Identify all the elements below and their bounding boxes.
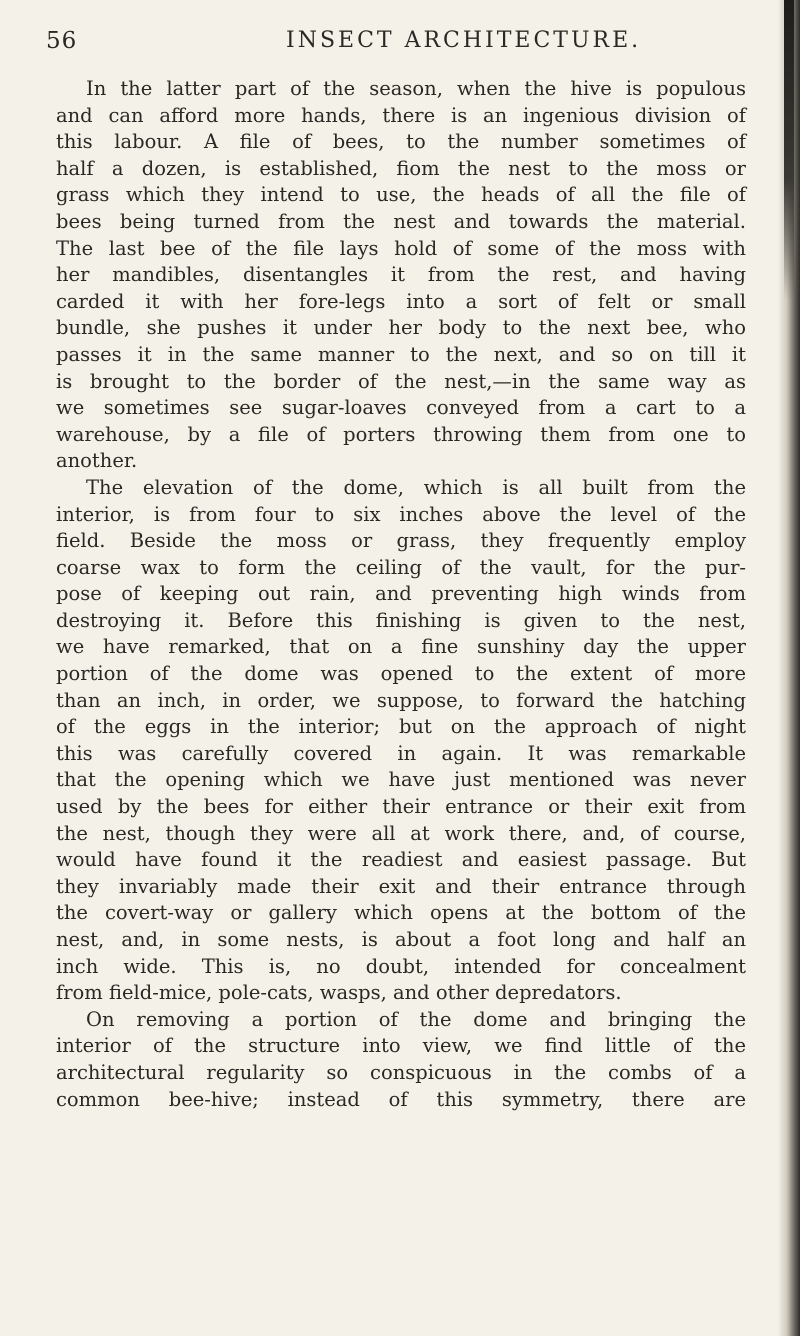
text-line: grass which they intend to use, the heads of all the file of — [56, 183, 746, 207]
text-line: portion of the dome was opened to the extent of more — [56, 662, 746, 686]
text-line: the covert-way or gallery which opens at the bottom of the — [56, 901, 746, 925]
text-line: carded it with her fore-legs into a sort of felt or small — [56, 289, 746, 313]
text-line: On removing a portion of the dome and bringing the — [86, 1007, 746, 1031]
page-header — [46, 28, 746, 62]
text-line: inch wide. This is, no doubt, intended for concealment — [56, 954, 746, 978]
text-line: half a dozen, is established, fiom the nest to the moss or — [56, 156, 746, 180]
text-line: is brought to the border of the nest,—in the same way as — [56, 369, 746, 393]
body-text — [56, 76, 746, 1113]
text-line: used by the bees for either their entrance or their exit from — [56, 795, 746, 819]
text-line: nest, and, in some nests, is about a foot long and half an — [56, 928, 746, 951]
text-line: the nest, though they were all at work there, and, of course, — [56, 821, 746, 845]
text-line: destroying it. Before this finishing is given to the nest, — [56, 608, 746, 632]
text-line: common bee-hive; instead of this symmetry, there are — [56, 1087, 746, 1111]
text-line: we have remarked, that on a fine sunshiny day the upper — [56, 635, 746, 659]
text-line: that the opening which we have just mentioned was never — [56, 768, 746, 792]
text-line: passes it in the same manner to the next, and so on till it — [56, 342, 746, 366]
page-number: 56 — [46, 28, 78, 54]
text-line: The last bee of the file lays hold of some of the moss with — [56, 236, 746, 260]
text-line: warehouse, by a file of porters throwing them from one to — [56, 422, 746, 446]
text-line: than an inch, in order, we suppose, to forward the hatching — [56, 688, 746, 712]
text-line: her mandibles, disentangles it from the rest, and having — [56, 263, 746, 287]
text-line: The elevation of the dome, which is all built from the — [86, 475, 746, 499]
text-line: field. Beside the moss or grass, they frequently employ — [56, 529, 746, 553]
text-line: would have found it the readiest and easiest passage. But — [56, 848, 746, 872]
text-line: architectural regularity so conspicuous in the combs of a — [56, 1060, 746, 1084]
text-line: we sometimes see sugar-loaves conveyed from a cart to a — [56, 396, 746, 420]
text-line: another. — [56, 449, 138, 473]
text-line: bees being turned from the nest and towards the material. — [56, 209, 746, 233]
text-line: In the latter part of the season, when the hive is populous — [86, 77, 746, 100]
text-line: pose of keeping out rain, and preventing high winds from — [56, 582, 746, 606]
text-line: interior, is from four to six inches above the level of the — [56, 502, 746, 526]
text-line: of the eggs in the interior; but on the approach of night — [56, 715, 746, 739]
text-line: and can afford more hands, there is an ingenious division of — [56, 103, 746, 127]
text-line: bundle, she pushes it under her body to the next bee, who — [56, 316, 746, 340]
running-head: INSECT ARCHITECTURE. — [286, 28, 642, 53]
text-line: this labour. A file of bees, to the number sometimes of — [56, 130, 746, 154]
text-line: interior of the structure into view, we find little of the — [56, 1034, 746, 1058]
page-edge-dark — [784, 0, 794, 300]
text-line: from field-mice, pole-cats, wasps, and other depredators. — [56, 981, 622, 1005]
text-line: coarse wax to form the ceiling of the vault, for the pur- — [56, 555, 746, 579]
text-line: they invariably made their exit and their entrance through — [56, 874, 746, 898]
text-line: this was carefully covered in again. It was remarkable — [56, 741, 746, 765]
